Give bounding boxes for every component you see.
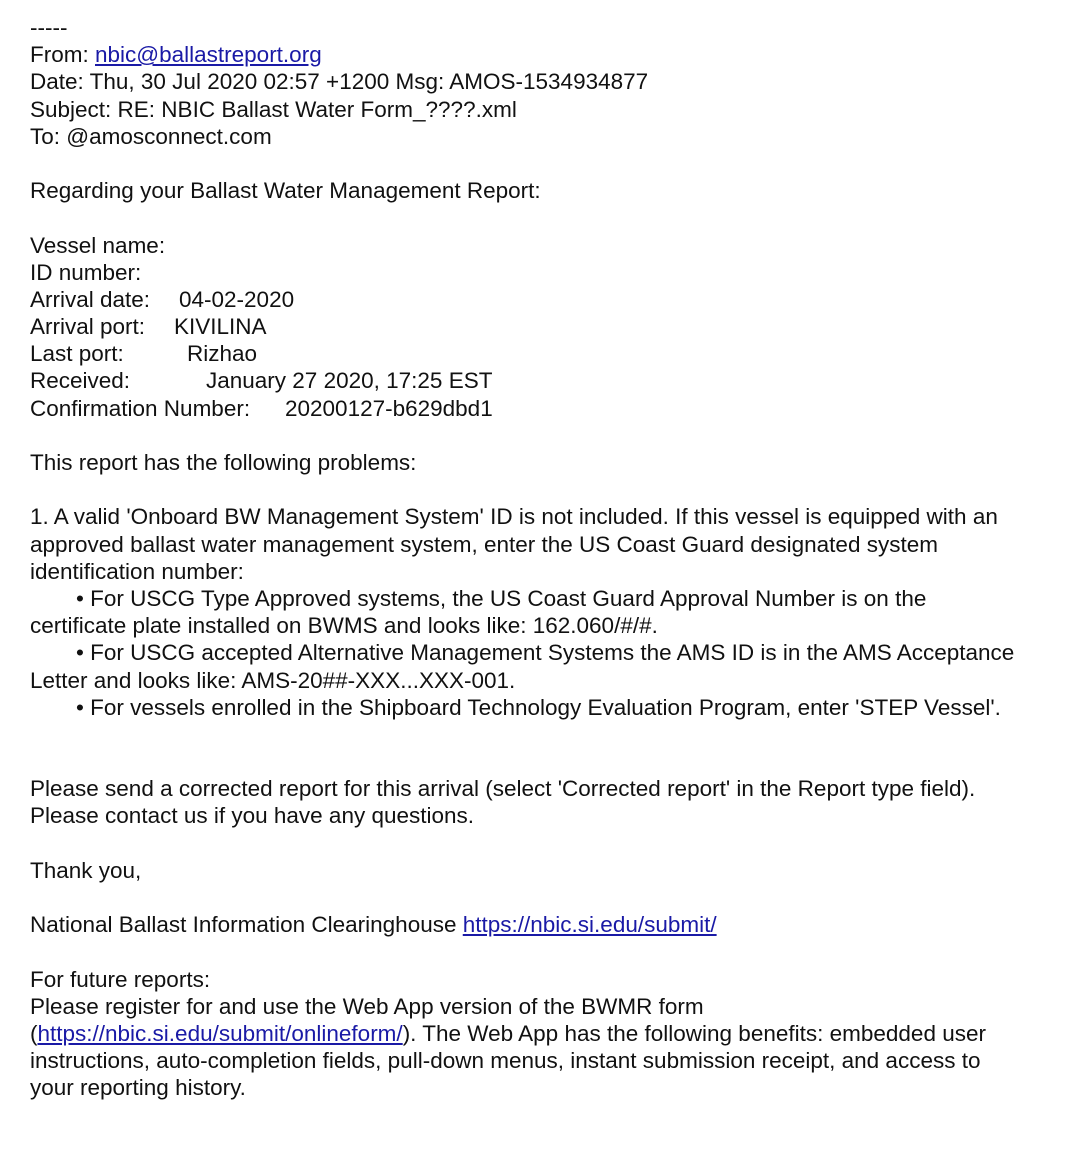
field-value: 04-02-2020 (179, 286, 295, 312)
nbic-submit-link[interactable]: https://nbic.si.edu/submit/ (462, 912, 717, 938)
field-value: January 27 2020, 17:25 EST (206, 368, 493, 394)
field-vessel-name (30, 232, 1070, 259)
field-label: Last port: (30, 341, 124, 367)
from-line (30, 41, 1070, 68)
closing-line-1: Please send a corrected report for this arrival (select 'Corrected report' in the Report type field). (30, 776, 976, 802)
field-label: Received: (30, 368, 131, 394)
field-value: 20200127-b629dbd1 (285, 395, 493, 421)
from-label: From: (30, 42, 95, 68)
future-line-4: your reporting history. (30, 1075, 246, 1101)
date-line: Date: Thu, 30 Jul 2020 02:57 +1200 Msg: AMOS-1534934877 (30, 69, 649, 95)
field-arrival-port (30, 313, 1070, 340)
to-line: To: @amosconnect.com (30, 123, 272, 149)
email-body (30, 14, 1070, 1102)
future-line-1: Please register for and use the Web App version of the BWMR form (30, 993, 704, 1019)
field-received (30, 367, 1070, 394)
closing-line-2: Please contact us if you have any questions. (30, 803, 475, 829)
field-label: ID number: (30, 259, 142, 285)
signature-line (30, 911, 1070, 938)
problem-1-bullet-2-cont: Letter and looks like: AMS-20##-XXX...XXX-001. (30, 667, 516, 693)
problem-1-line-2: approved ballast water management system, enter the US Coast Guard designated system (30, 531, 938, 557)
problem-1-bullet-3: • For vessels enrolled in the Shipboard Technology Evaluation Program, enter 'STEP Vessel'. (76, 694, 1001, 720)
field-value: Rizhao (187, 341, 258, 367)
problem-1-line-3: identification number: (30, 558, 244, 584)
future-line-3: instructions, auto-completion fields, pull-down menus, instant submission receipt, and access to (30, 1048, 981, 1074)
problem-1-bullet-2: • For USCG accepted Alternative Management Systems the AMS ID is in the AMS Acceptance (76, 640, 1015, 666)
field-label: Confirmation Number: (30, 395, 251, 421)
field-id-number (30, 259, 1070, 286)
field-label: Arrival date: (30, 286, 151, 312)
field-label: Arrival port: (30, 314, 146, 340)
field-arrival-date (30, 286, 1070, 313)
thanks-text: Thank you, (30, 857, 142, 883)
problems-heading: This report has the following problems: (30, 450, 417, 475)
future-line-2-text: ). The Web App has the following benefits: embedded user (402, 1020, 986, 1046)
problem-1-bullet-1: • For USCG Type Approved systems, the US Coast Guard Approval Number is on the (76, 585, 927, 611)
problem-1-line-1: 1. A valid 'Onboard BW Management System' ID is not included. If this vessel is equipped with an (30, 504, 998, 530)
intro-text: Regarding your Ballast Water Management Report: (30, 178, 541, 204)
from-email-link[interactable]: nbic@ballastreport.org (95, 42, 322, 68)
future-paren-open: ( (30, 1020, 38, 1046)
online-form-link[interactable]: https://nbic.si.edu/submit/onlineform/ (37, 1020, 403, 1046)
future-heading: For future reports: (30, 966, 211, 992)
signature-text: National Ballast Information Clearinghouse (30, 912, 463, 938)
problem-1-bullet-1-cont: certificate plate installed on BWMS and looks like: 162.060/#/#. (30, 613, 658, 639)
field-label: Vessel name: (30, 232, 166, 258)
future-line-2 (30, 1020, 1070, 1047)
subject-line: Subject: RE: NBIC Ballast Water Form_????.xml (30, 96, 517, 122)
field-confirmation-number (30, 395, 1070, 422)
separator: ----- (30, 15, 68, 40)
field-last-port (30, 340, 1070, 367)
field-value: KIVILINA (174, 314, 267, 340)
